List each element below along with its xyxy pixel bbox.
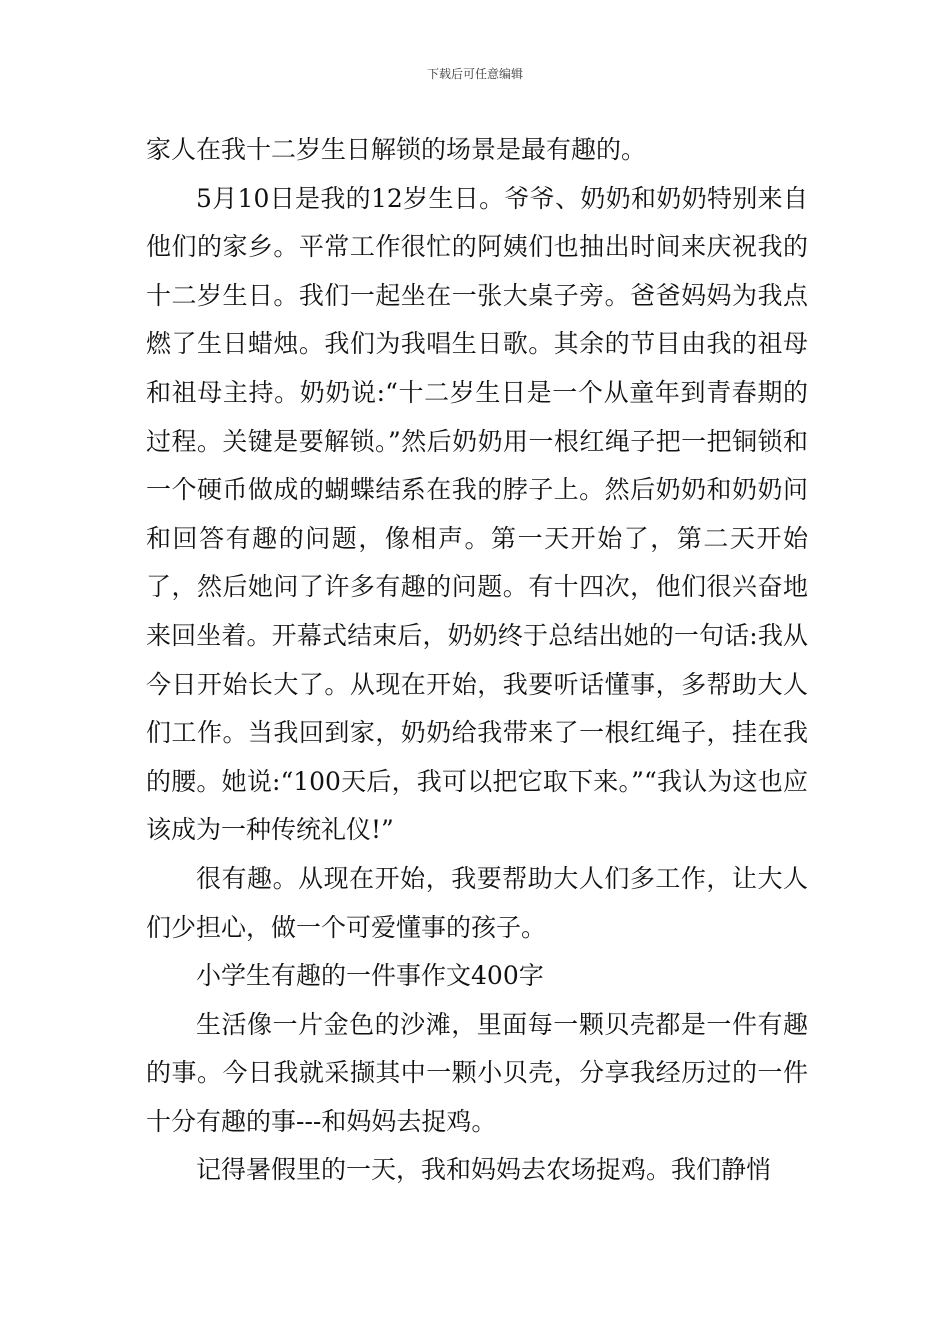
paragraph-1: 家人在我十二岁生日解锁的场景是最有趣的。 bbox=[146, 135, 647, 164]
paragraph-3: 很有趣。从现在开始，我要帮助大人们多工作，让大人们少担心，做一个可爱懂事的孩子。 bbox=[146, 863, 808, 942]
paragraph-5: 记得暑假里的一天，我和妈妈去农场捉鸡。我们静悄 bbox=[196, 1155, 772, 1185]
document-body bbox=[146, 126, 808, 1195]
page-header: 下载后可任意编辑 bbox=[426, 67, 523, 81]
section-title: 小学生有趣的一件事作文400字 bbox=[196, 961, 544, 991]
paragraph-2: 5月10日是我的12岁生日。爷爷、奶奶和奶奶特别来自他们的家乡。平常工作很忙的阿姨们也抽出时间来庆祝我的十二岁生日。我们一起坐在一张大桌子旁。爸爸妈妈为我点燃了生日蜡烛。我们为我唱生日歌。其余的节目由我的祖母和祖母主持。奶奶说:“十二岁生日是一个从童年到青春期的过程。关键是要解锁。”然后奶奶用一根红绳子把一把铜锁和一个硬币做成的蝴蝶结系在我的脖子上。然后奶奶和奶奶问和回答有趣的问题，像相声。第一天开始了，第二天开始了，然后她问了许多有趣的问题。有十四次，他们很兴奋地来回坐着。开幕式结束后，奶奶终于总结出她的一句话:我从今日开始长大了。从现在开始，我要听话懂事，多帮助大人们工作。当我回到家，奶奶给我带来了一根红绳子，挂在我的腰。她说:“100天后，我可以把它取下来。”“我认为这也应该成为一种传统礼仪!” bbox=[146, 183, 808, 845]
paragraph-4: 生活像一片金色的沙滩，里面每一颗贝壳都是一件有趣的事。今日我就采撷其中一颗小贝壳，分享我经历过的一件十分有趣的事---和妈妈去捉鸡。 bbox=[146, 1009, 808, 1136]
